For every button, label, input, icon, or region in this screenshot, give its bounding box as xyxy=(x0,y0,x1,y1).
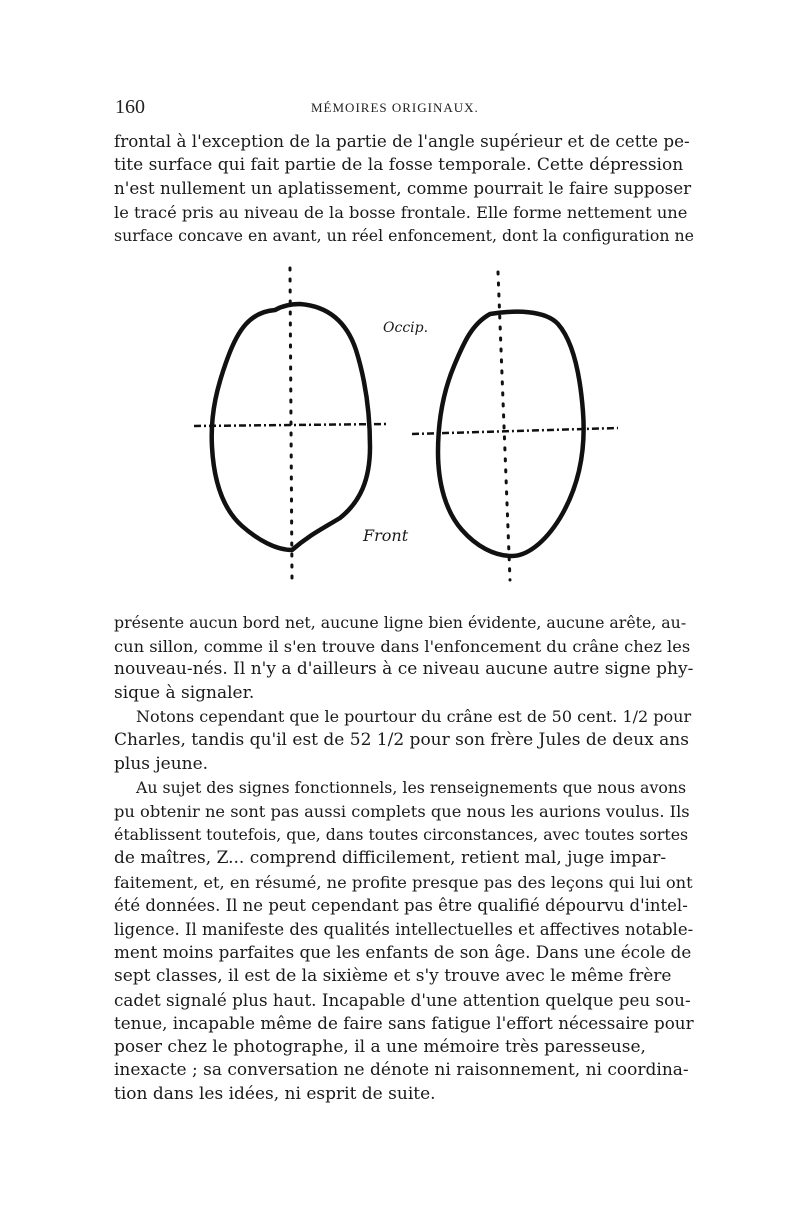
text-line: sique à signaler. xyxy=(114,682,255,703)
text-line: ment moins parfaites que les enfants de son âge. Dans une école de xyxy=(114,942,692,963)
text-line: faitement, et, en résumé, ne profite presque pas des leçons qui lui ont xyxy=(114,872,693,892)
text-line: poser chez le photographe, il a une mémoire très paresseuse, xyxy=(114,1036,646,1057)
text-line: Notons cependant que le pourtour du crâne est de 50 cent. 1/2 pour xyxy=(136,707,692,727)
occiput-label: Occip. xyxy=(383,320,429,336)
text-line: cadet signalé plus haut. Incapable d'une attention quelque peu sou- xyxy=(114,989,691,1010)
running-head: MÉMOIRES ORIGINAUX. xyxy=(311,100,479,115)
text-line: présente aucun bord net, aucune ligne bien évidente, aucune arête, au- xyxy=(114,613,687,632)
skull-contour-figure xyxy=(180,262,650,592)
text-line: frontal à l'exception de la partie de l'angle supérieur et de cette pe- xyxy=(114,131,690,151)
paragraph-top xyxy=(114,130,694,248)
text-line: de maîtres, Z... comprend difficilement, retient mal, juge impar- xyxy=(114,847,667,868)
right-horizontal-axis xyxy=(412,428,618,434)
skull-contour-drawing xyxy=(180,262,650,592)
right-vertical-axis xyxy=(498,272,510,580)
front-label: Front xyxy=(363,526,409,545)
text-line: tite surface qui fait partie de la fosse temporale. Cette dépression xyxy=(114,154,684,175)
text-line: plus jeune. xyxy=(114,753,209,774)
text-line: sept classes, il est de la sixième et s'y trouve avec le même frère xyxy=(114,965,672,986)
text-line: cun sillon, comme il s'en trouve dans l'enfoncement du crâne chez les xyxy=(114,636,691,656)
text-line: Charles, tandis qu'il est de 52 1/2 pour son frère Jules de deux ans xyxy=(114,729,689,750)
text-line: été données. Il ne peut cependant pas être qualifié dépourvu d'intel- xyxy=(114,896,688,916)
paragraph-bottom xyxy=(114,611,694,1106)
text-line: pu obtenir ne sont pas aussi complets que nous les aurions voulus. Ils xyxy=(114,801,690,821)
text-line: Au sujet des signes fonctionnels, les renseignements que nous avons xyxy=(136,778,687,798)
text-line: tenue, incapable même de faire sans fatigue l'effort nécessaire pour xyxy=(114,1013,694,1034)
text-line: surface concave en avant, un réel enfoncement, dont la configuration ne xyxy=(114,226,694,246)
text-line: établissent toutefois, que, dans toutes circonstances, avec toutes sortes xyxy=(114,825,689,845)
text-line: ligence. Il manifeste des qualités intellectuelles et affectives notable- xyxy=(114,919,694,939)
text-line: nouveau-nés. Il n'y a d'ailleurs à ce niveau aucune autre signe phy- xyxy=(114,659,694,680)
page-header xyxy=(115,96,690,126)
page-number: 160 xyxy=(115,96,145,118)
text-line: n'est nullement un aplatissement, comme pourrait le faire supposer xyxy=(114,178,692,199)
text-line: tion dans les idées, ni esprit de suite. xyxy=(114,1083,436,1104)
text-line: le tracé pris au niveau de la bosse frontale. Elle forme nettement une xyxy=(114,202,688,222)
text-line: inexacte ; sa conversation ne dénote ni raisonnement, ni coordina- xyxy=(114,1060,689,1081)
